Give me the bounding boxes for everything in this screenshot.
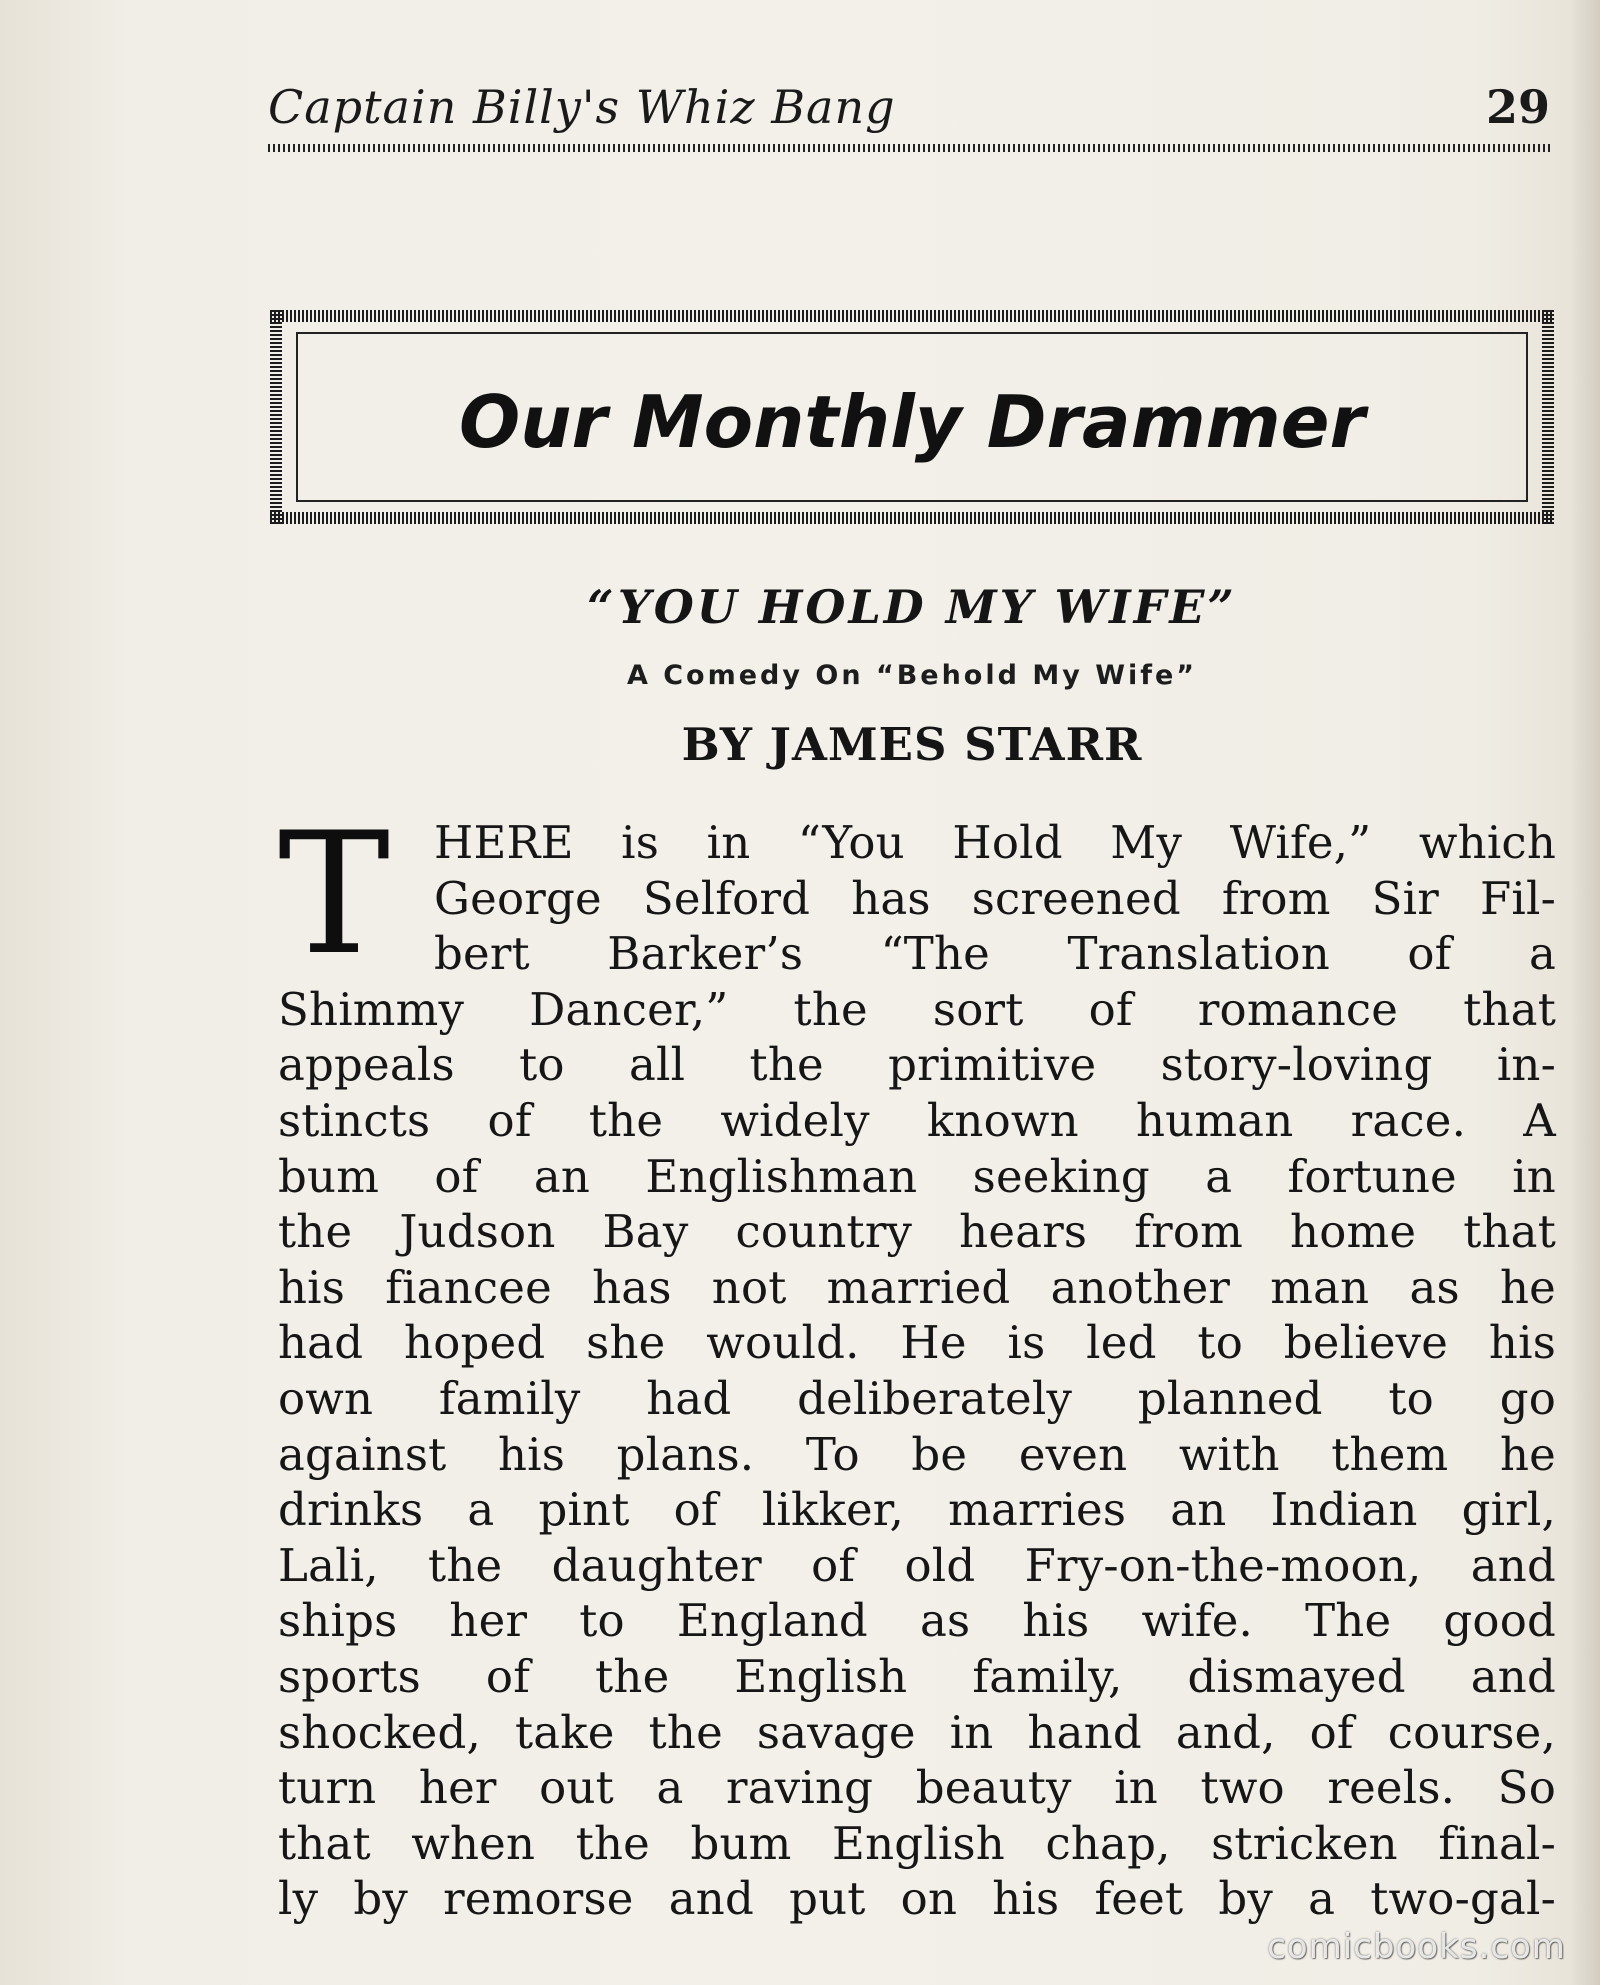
body-line: HERE is in “You Hold My Wife,” which bbox=[434, 816, 1556, 869]
body-line: own family had deliberately planned to go bbox=[278, 1371, 1556, 1425]
article-subtitle: A Comedy On “Behold My Wife” bbox=[626, 660, 1198, 691]
article-body bbox=[278, 815, 1556, 1927]
body-line: bum of an Englishman seeking a fortune in bbox=[278, 1149, 1556, 1203]
title-box-bottom-rule bbox=[270, 512, 1554, 524]
title-box-right-rule bbox=[1542, 310, 1554, 524]
body-line: his fiancee has not married another man as he bbox=[278, 1260, 1556, 1314]
title-box-top-rule bbox=[270, 310, 1554, 322]
watermark: comicbooks.com bbox=[1267, 1927, 1566, 1967]
article-byline: BY JAMES STARR bbox=[681, 718, 1143, 771]
section-title: Our Monthly Drammer bbox=[458, 380, 1365, 464]
section-title-box bbox=[270, 310, 1554, 524]
body-line: George Selford has screened from Sir Fil- bbox=[434, 871, 1556, 925]
body-line: that when the bum English chap, stricken final- bbox=[278, 1816, 1556, 1870]
body-line: sports of the English family, dismayed and bbox=[278, 1649, 1556, 1703]
body-line: ships her to England as his wife. The good bbox=[278, 1594, 1556, 1648]
body-line: ly by remorse and put on his feet by a two-gal- bbox=[278, 1872, 1556, 1926]
running-title: Captain Billy's Whiz Bang bbox=[268, 80, 896, 134]
body-line: Shimmy Dancer,” the sort of romance that bbox=[278, 982, 1556, 1036]
body-line: had hoped she would. He is led to believe his bbox=[278, 1316, 1556, 1370]
title-box-left-rule bbox=[270, 310, 282, 524]
body-line: the Judson Bay country hears from home that bbox=[278, 1205, 1556, 1259]
page-gutter-shadow bbox=[1570, 0, 1600, 1985]
running-header bbox=[268, 80, 1550, 152]
body-line: drinks a pint of likker, marries an Indian girl, bbox=[278, 1483, 1556, 1537]
header-rule bbox=[268, 144, 1550, 152]
article-title: “YOU HOLD MY WIFE” bbox=[587, 580, 1237, 634]
body-line: appeals to all the primitive story-loving in- bbox=[278, 1038, 1556, 1092]
drop-cap: T bbox=[278, 796, 391, 992]
body-line: Lali, the daughter of old Fry-on-the-moon, and bbox=[278, 1538, 1556, 1592]
body-line: stincts of the widely known human race. A bbox=[278, 1093, 1556, 1147]
body-line: against his plans. To be even with them he bbox=[278, 1427, 1556, 1481]
body-line: turn her out a raving beauty in two reels. So bbox=[278, 1761, 1556, 1815]
body-line: shocked, take the savage in hand and, of course, bbox=[278, 1705, 1556, 1759]
page-number: 29 bbox=[1485, 80, 1550, 134]
body-line: bert Barker’s “The Translation of a bbox=[434, 927, 1556, 981]
